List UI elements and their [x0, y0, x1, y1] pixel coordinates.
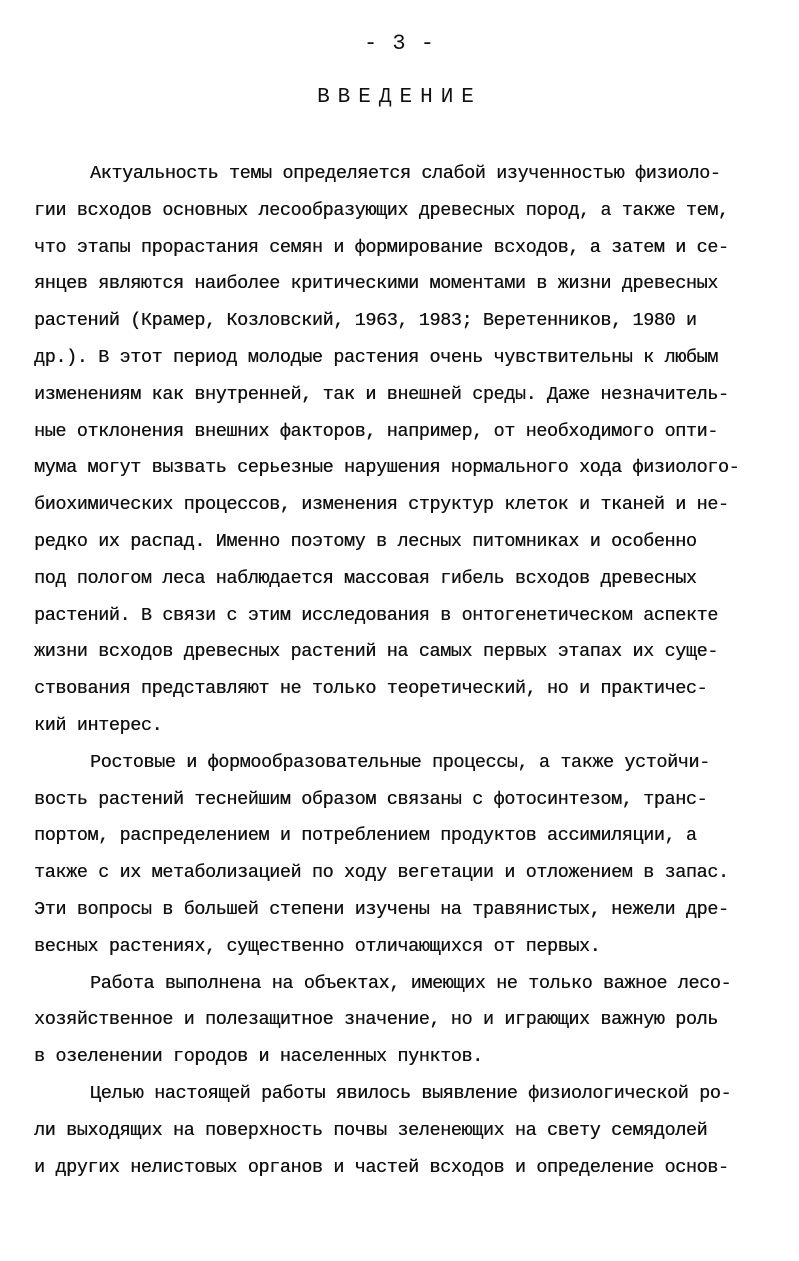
text-line: жизни всходов древесных растений на самых первых этапах их суще- — [34, 641, 718, 663]
text-line: растений (Крамер, Козловский, 1963, 1983; Веретенников, 1980 и — [34, 310, 697, 332]
text-line: биохимических процессов, изменения структур клеток и тканей и не- — [34, 494, 729, 516]
section-heading: ВВЕДЕНИЕ — [317, 86, 482, 109]
text-line: также с их метаболизацией по ходу вегетации и отложением в запас. — [34, 862, 729, 884]
text-line: др.). В этот период молодые растения очень чувствительны к любым — [34, 346, 718, 368]
text-line: хозяйственное и полезащитное значение, но и играющих важную роль — [34, 1009, 718, 1031]
body-text — [34, 156, 764, 1186]
text-line: Актуальность темы определяется слабой изученностью физиоло- — [90, 163, 721, 184]
page-number: - 3 - — [363, 31, 435, 56]
paragraph-objects — [34, 966, 764, 1076]
text-line: весных растениях, существенно отличающихся от первых. — [34, 935, 601, 957]
paragraph-relevance — [34, 156, 764, 745]
text-line: гии всходов основных лесообразующих древесных пород, а также тем, — [34, 199, 729, 221]
text-line: редко их распад. Именно поэтому в лесных питомниках и особенно — [34, 530, 697, 552]
text-line: портом, распределением и потреблением продуктов ассимиляции, а — [34, 825, 697, 847]
text-line: кий интерес. — [34, 714, 163, 736]
paragraph-goal — [34, 1076, 764, 1186]
text-line: под пологом леса наблюдается массовая гибель всходов древесных — [34, 567, 697, 589]
text-line: ли выходящих на поверхность почвы зеленеющих на свету семядолей — [34, 1119, 708, 1141]
text-line: что этапы прорастания семян и формирование всходов, а затем и се- — [34, 236, 729, 258]
text-line: янцев являются наиболее критическими моментами в жизни древесных — [34, 273, 718, 295]
text-line: ствования представляют не только теоретический, но и практичес- — [34, 678, 708, 700]
text-line: Целью настоящей работы явилось выявление физиологической ро- — [90, 1082, 732, 1104]
text-line: мума могут вызвать серьезные нарушения нормального хода физиолого- — [34, 457, 740, 479]
text-line: растений. В связи с этим исследования в онтогенетическом аспекте — [34, 604, 718, 626]
text-line: Ростовые и формообразовательные процессы, а также устойчи- — [90, 751, 710, 773]
text-line: Эти вопросы в большей степени изучены на травянистых, нежели дре- — [34, 898, 729, 920]
text-line: в озеленении городов и населенных пунктов. — [34, 1046, 483, 1068]
text-line: Работа выполнена на объектах, имеющих не только важное лесо- — [90, 972, 732, 994]
text-line: ные отклонения внешних факторов, например, от необходимого опти- — [34, 420, 718, 442]
text-line: вость растений теснейшим образом связаны с фотосинтезом, транс- — [34, 788, 708, 810]
paragraph-growth-processes — [34, 745, 764, 966]
text-line: и других нелистовых органов и частей всходов и определение основ- — [34, 1156, 729, 1178]
text-line: изменениям как внутренней, так и внешней среды. Даже незначитель- — [34, 383, 729, 405]
